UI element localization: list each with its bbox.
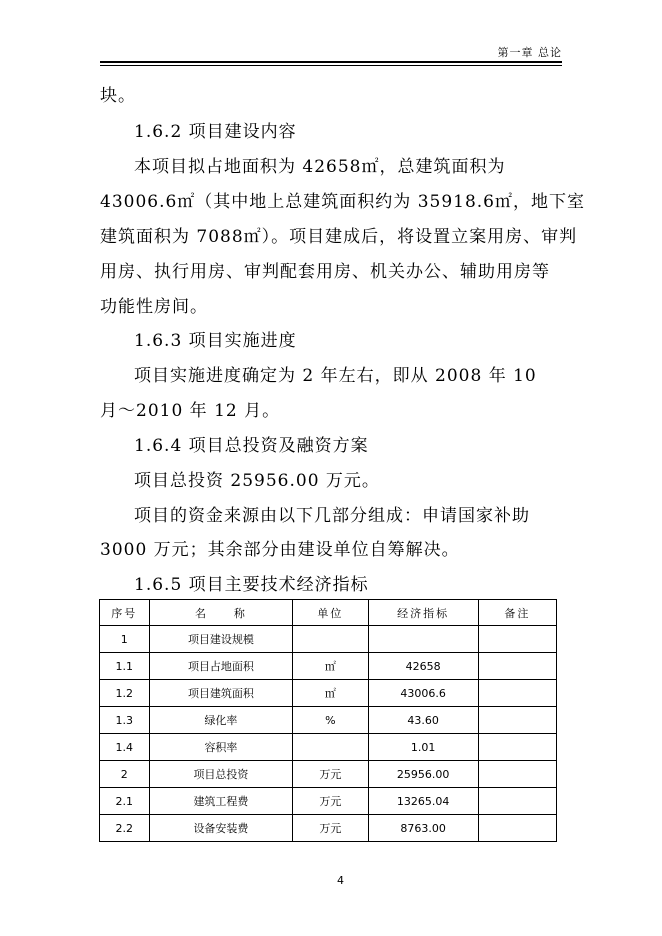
cell-remark — [478, 761, 556, 788]
body-line: 项目总投资 25956.00 万元。 — [134, 471, 380, 491]
cell-name: 建筑工程费 — [149, 788, 293, 815]
cell-remark — [478, 815, 556, 842]
cell-name: 容积率 — [149, 734, 293, 761]
cell-unit: % — [293, 707, 368, 734]
cell-unit: 万元 — [293, 788, 368, 815]
cell-remark — [478, 653, 556, 680]
section-heading: 1.6.4 项目总投资及融资方案 — [134, 436, 369, 456]
cell-value: 25956.00 — [368, 761, 478, 788]
table-row — [100, 788, 557, 815]
header-rule-thin — [100, 65, 562, 66]
cell-unit: 万元 — [293, 761, 368, 788]
cell-index: 2.2 — [100, 815, 150, 842]
cell-remark — [478, 788, 556, 815]
table-row — [100, 734, 557, 761]
body-line: 功能性房间。 — [100, 297, 208, 317]
cell-index: 2 — [100, 761, 150, 788]
cell-remark — [478, 626, 556, 653]
body-line: 3000 万元；其余部分由建设单位自筹解决。 — [100, 540, 460, 560]
cell-name: 项目建设规模 — [149, 626, 293, 653]
cell-index: 1.3 — [100, 707, 150, 734]
cell-value: 42658 — [368, 653, 478, 680]
cell-value: 43.60 — [368, 707, 478, 734]
column-header-name: 名 称 — [149, 600, 293, 626]
column-header-unit: 单位 — [293, 600, 368, 626]
column-header-index: 序号 — [100, 600, 150, 626]
cell-name: 项目总投资 — [149, 761, 293, 788]
table-row — [100, 707, 557, 734]
body-line: 本项目拟占地面积为 42658㎡，总建筑面积为 — [134, 157, 506, 177]
table-row — [100, 815, 557, 842]
cell-value: 43006.6 — [368, 680, 478, 707]
body-line: 项目实施进度确定为 2 年左右，即从 2008 年 10 — [134, 366, 537, 386]
body-line: 月～2010 年 12 月。 — [100, 401, 281, 421]
section-heading: 1.6.3 项目实施进度 — [134, 331, 297, 351]
column-header-value: 经济指标 — [368, 600, 478, 626]
section-heading: 1.6.5 项目主要技术经济指标 — [134, 575, 369, 595]
body-line: 用房、执行用房、审判配套用房、机关办公、辅助用房等 — [100, 262, 550, 282]
page-number: 4 — [337, 874, 344, 887]
cell-unit — [293, 734, 368, 761]
cell-index: 2.1 — [100, 788, 150, 815]
section-heading: 1.6.2 项目建设内容 — [134, 122, 297, 142]
cell-value — [368, 626, 478, 653]
cell-index: 1.4 — [100, 734, 150, 761]
column-header-remark: 备注 — [478, 600, 556, 626]
cell-index: 1 — [100, 626, 150, 653]
cell-unit — [293, 626, 368, 653]
cell-value: 8763.00 — [368, 815, 478, 842]
economic-indicators-table — [99, 599, 557, 842]
body-line: 建筑面积为 7088㎡）。项目建成后，将设置立案用房、审判 — [100, 227, 578, 247]
table-row — [100, 680, 557, 707]
cell-unit: ㎡ — [293, 680, 368, 707]
cell-value: 13265.04 — [368, 788, 478, 815]
cell-name: 设备安装费 — [149, 815, 293, 842]
cell-name: 项目占地面积 — [149, 653, 293, 680]
cell-remark — [478, 680, 556, 707]
cell-unit: ㎡ — [293, 653, 368, 680]
cell-name: 绿化率 — [149, 707, 293, 734]
cell-value: 1.01 — [368, 734, 478, 761]
cell-remark — [478, 707, 556, 734]
cell-index: 1.1 — [100, 653, 150, 680]
cell-remark — [478, 734, 556, 761]
body-line: 43006.6㎡（其中地上总建筑面积约为 35918.6㎡，地下室 — [100, 192, 586, 212]
body-line: 块。 — [100, 86, 136, 106]
body-line: 项目的资金来源由以下几部分组成：申请国家补助 — [134, 506, 530, 526]
cell-name: 项目建筑面积 — [149, 680, 293, 707]
header-rule — [100, 61, 562, 63]
table-row — [100, 653, 557, 680]
cell-unit: 万元 — [293, 815, 368, 842]
table-row — [100, 626, 557, 653]
table-row — [100, 761, 557, 788]
table-header-row — [100, 600, 557, 626]
cell-index: 1.2 — [100, 680, 150, 707]
header-title: 第一章 总论 — [497, 46, 562, 59]
